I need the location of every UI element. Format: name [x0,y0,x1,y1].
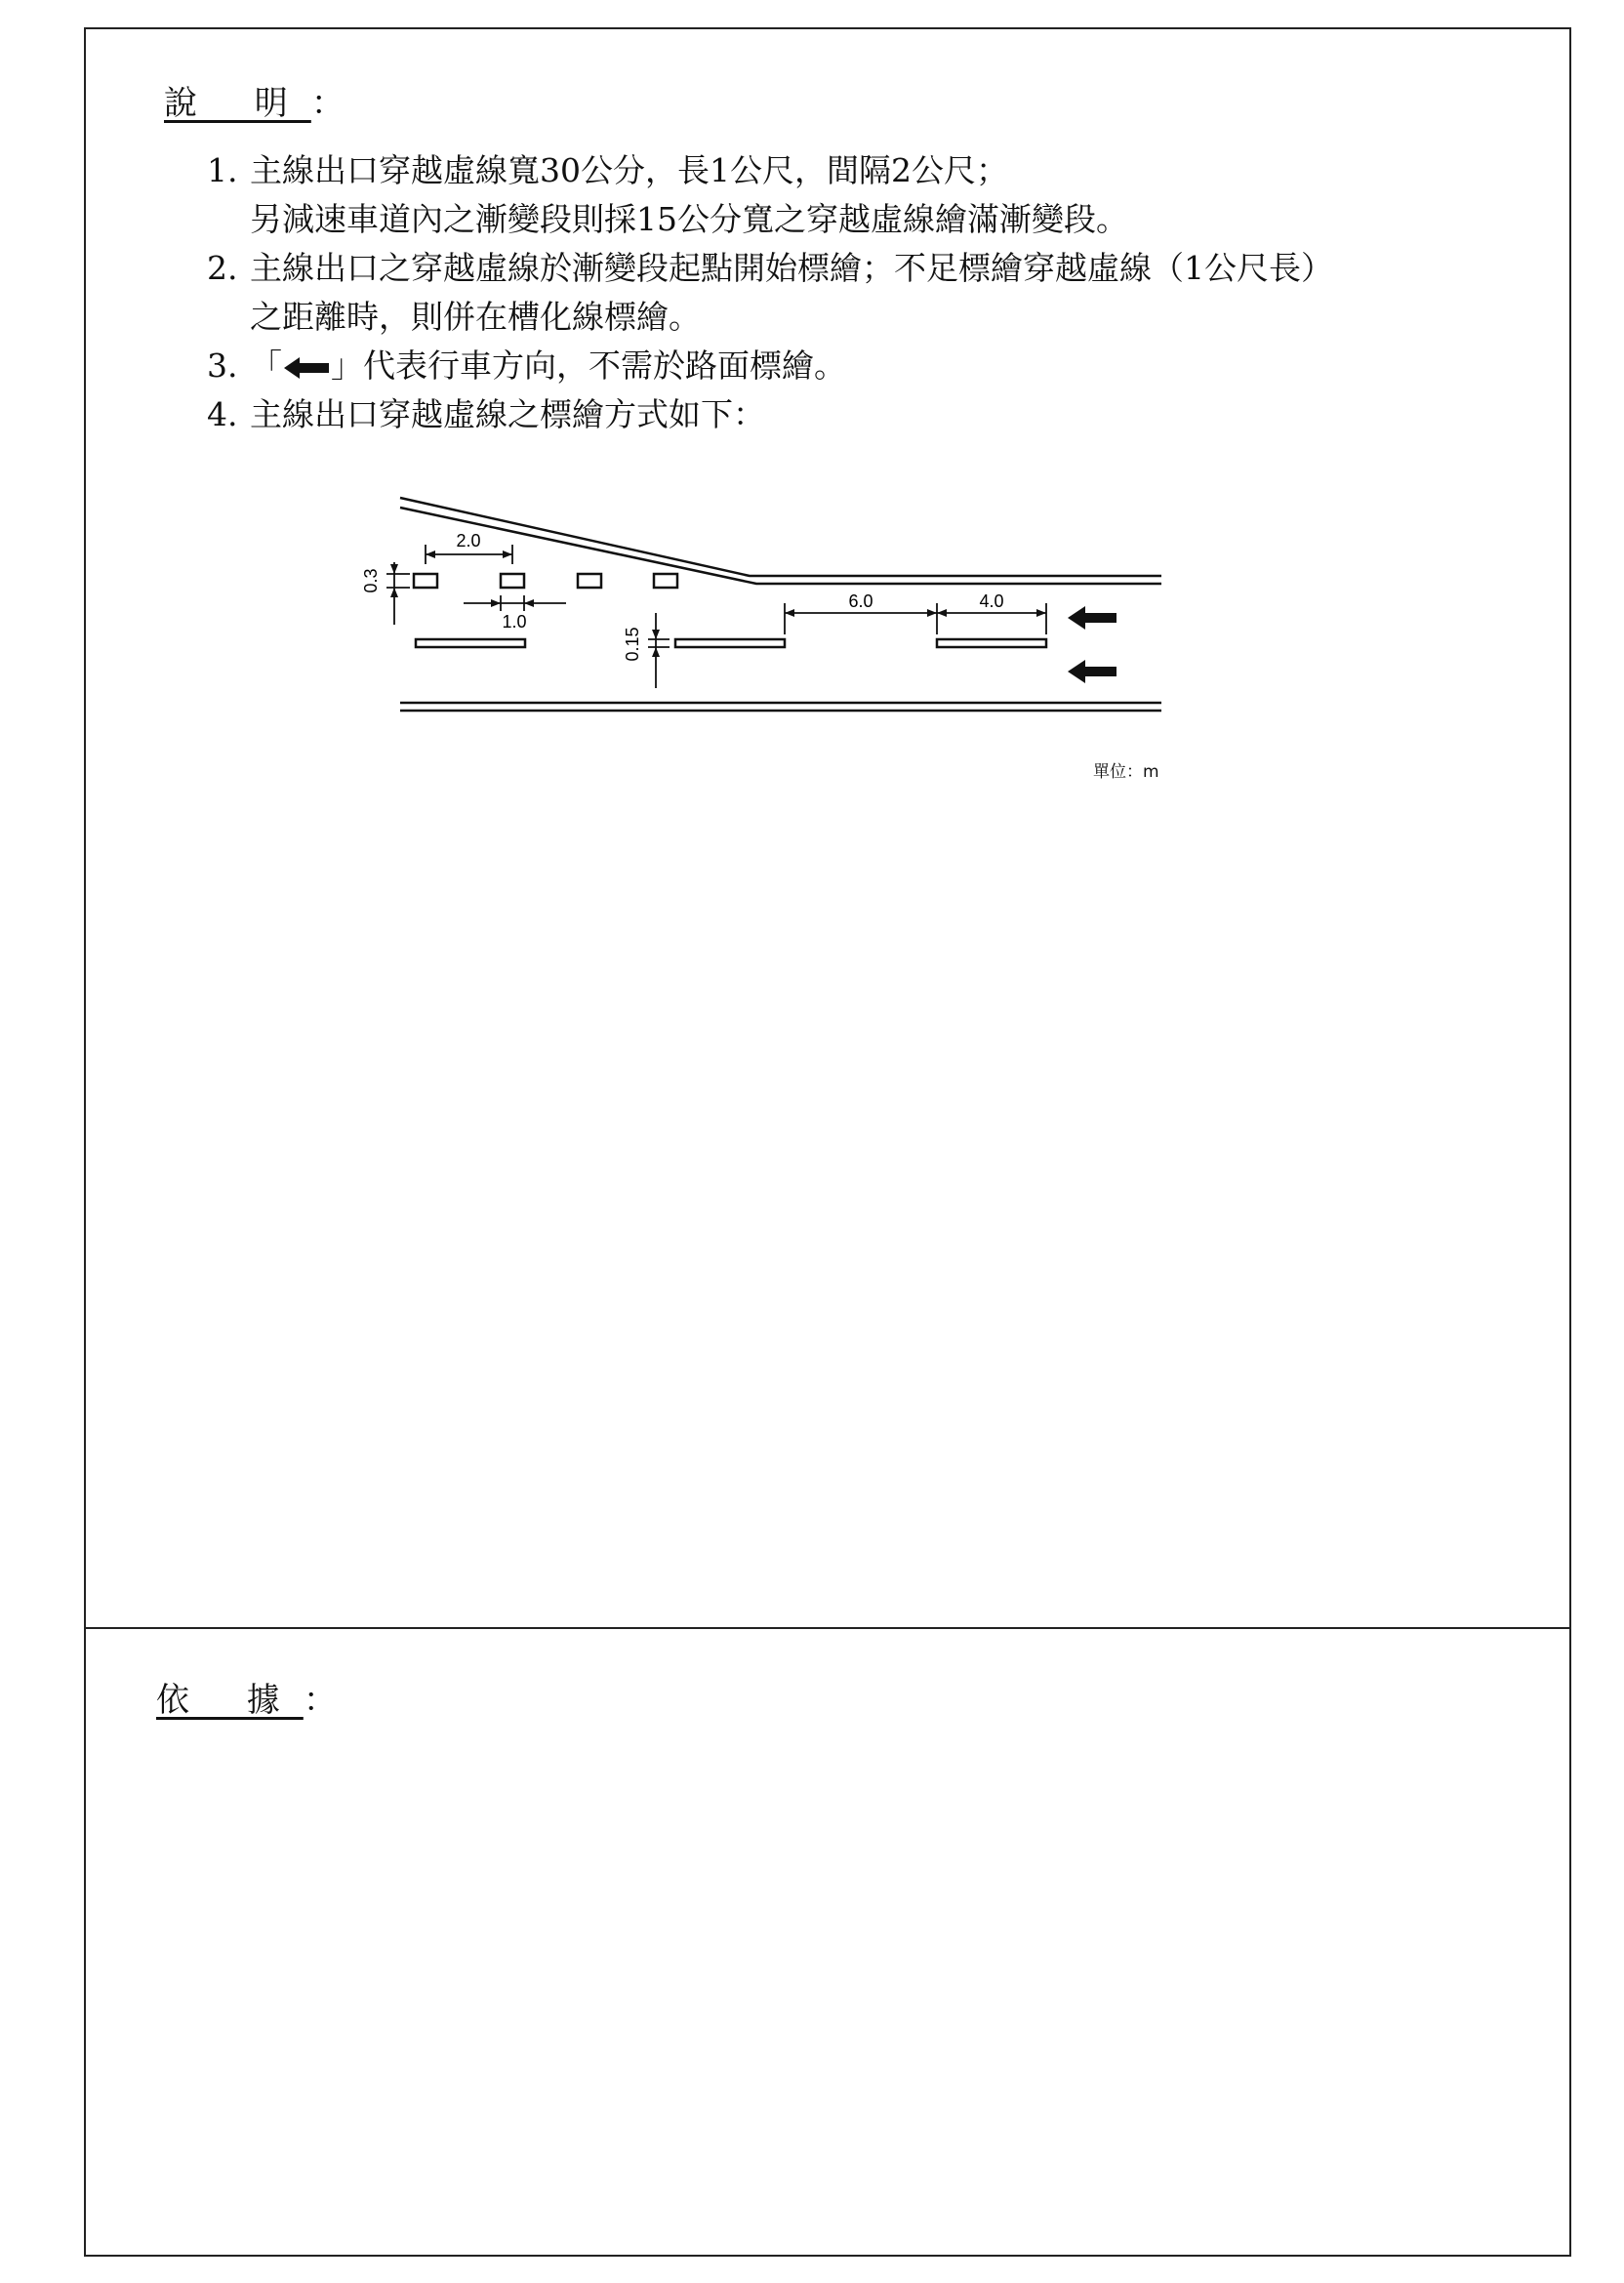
item-text: 主線出口穿越虛線寬30公分，長1公尺，間隔2公尺； [250,151,1008,189]
taper-dash [937,639,1046,647]
section-divider [84,1627,1571,1629]
item-text: 」代表行車方向，不需於路面標繪。 [331,347,846,385]
item-number: 1. [207,151,238,189]
exit-dash [578,574,601,588]
exit-dash [414,574,437,588]
item-number: 3. [207,347,238,385]
dim-label-taper-width: 0.15 [623,627,642,662]
exit-dash [654,574,677,588]
dim-label-main-width: 0.3 [361,568,381,593]
explanation-item-1 [207,146,1128,244]
basis-heading [156,1673,339,1721]
item-number: 2. [207,249,238,287]
item-text-continued: 之距離時，則併在槽化線標繪。 [250,298,701,336]
traffic-arrow-icon [1068,660,1116,683]
explanation-item-2 [207,244,1333,342]
explanation-item-4 [207,390,765,439]
exit-dashed-line-diagram [361,488,1181,722]
explanation-heading-colon: ： [310,84,346,123]
item-text: 主線出口穿越虛線之標繪方式如下： [250,395,765,433]
dim-label-spacing: 2.0 [456,531,481,550]
dim-label-segment: 4.0 [979,591,1004,611]
item-text: 主線出口之穿越虛線於漸變段起點開始標繪；不足標繪穿越虛線（1公尺長） [250,249,1333,287]
taper-edge-line [400,498,1161,576]
explanation-heading [164,76,346,124]
dim-label-gap: 6.0 [848,591,873,611]
taper-edge-line-inner [400,508,1161,584]
basis-heading-colon: ： [303,1681,339,1720]
driving-direction-arrow-icon [284,357,329,379]
item-number: 4. [207,395,238,433]
dim-label-length: 1.0 [502,612,527,632]
explanation-item-3 [207,342,846,390]
explanation-heading-text: 說 明 [164,84,311,123]
item-text-continued: 另減速車道內之漸變段則採15公分寬之穿越虛線繪滿漸變段。 [250,200,1128,238]
taper-dash [675,639,785,647]
unit-label: 單位：m [1093,762,1159,782]
item-bracket-open: 「 [250,347,282,385]
traffic-arrow-icon [1068,606,1116,630]
basis-heading-text: 依 據 [156,1681,304,1720]
exit-dash [501,574,524,588]
taper-dash [416,639,525,647]
